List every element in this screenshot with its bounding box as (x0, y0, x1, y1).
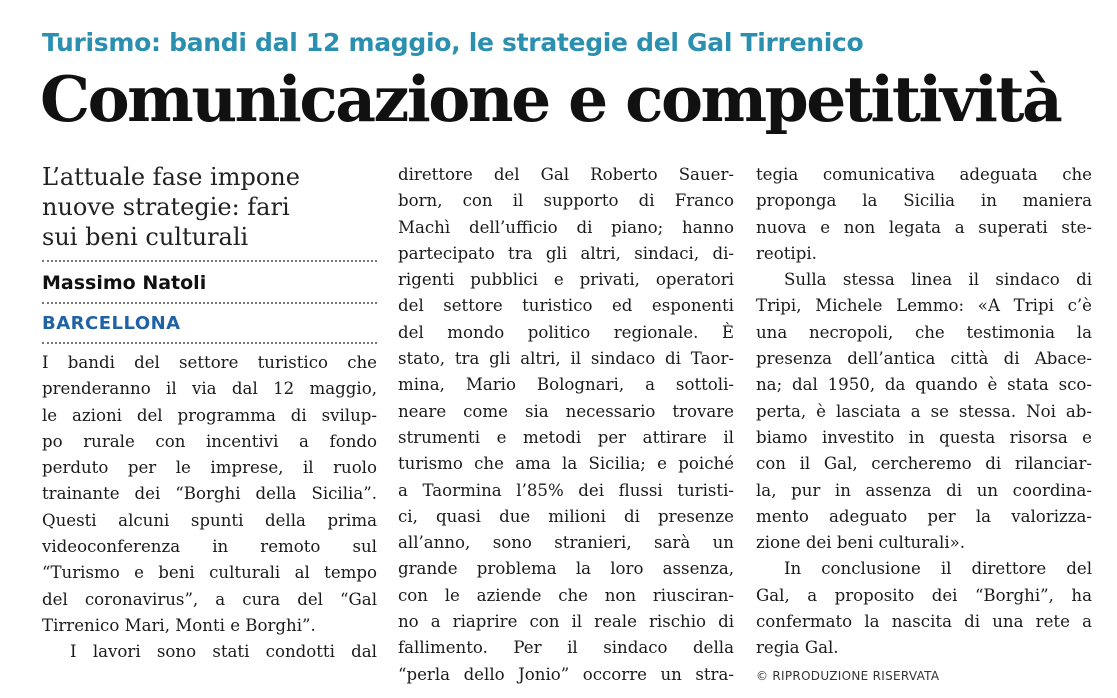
text-line: una necropoli, che testimonia la (756, 322, 1092, 342)
text-line: “perla dello Jonio” occorre un stra- (398, 664, 734, 684)
text-line: perta, è lasciata a se stessa. Noi ab- (756, 401, 1092, 421)
text-line: Machì dell’ufficio di piano; hanno (398, 217, 734, 237)
text-line: Sulla stessa linea il sindaco di (784, 270, 1092, 290)
text-line: del coronavirus”, a cura del “Gal (42, 589, 377, 609)
column-2 (398, 162, 734, 688)
text-line: del mondo politico regionale. È (398, 322, 734, 342)
text-line: prenderanno il via dal 12 maggio, (42, 379, 377, 399)
text-line: I bandi del settore turistico che (42, 353, 377, 372)
author-name: Massimo Natoli (42, 272, 207, 294)
text-line: reotipi. (756, 243, 817, 263)
text-line: a Taormina l’85% dei flussi turisti- (398, 480, 734, 500)
text-line: strumenti e metodi per attirare il (398, 427, 734, 447)
kicker: Turismo: bandi dal 12 maggio, le strategie del Gal Tirrenico (42, 28, 864, 57)
column-1 (42, 162, 377, 666)
text-line: turismo che ama la Sicilia; e poiché (398, 454, 734, 474)
headline: Comunicazione e competitività (40, 62, 1061, 136)
text-line: fallimento. Per il sindaco della (398, 638, 734, 658)
text-line: biamo investito in questa risorsa e (756, 427, 1092, 447)
text-line: Tirrenico Mari, Monti e Borghi”. (42, 615, 316, 635)
text-line: con le aziende che non riusciran- (398, 585, 734, 605)
text-line: born, con il supporto di Franco (398, 191, 734, 211)
text-line: del settore turistico ed esponenti (398, 296, 734, 316)
text-line: mento adeguato per la valorizza- (756, 506, 1092, 526)
text-line: le azioni del programma di svilup- (42, 405, 377, 425)
text-line: perduto per le imprese, il ruolo (42, 458, 377, 478)
subtitle-line: L’attuale fase impone (42, 163, 300, 191)
text-line: videoconferenza in remoto sul (42, 537, 377, 557)
copyright-notice: © RIPRODUZIONE RISERVATA (756, 668, 940, 683)
text-line: ci, quasi due milioni di presenze (398, 506, 734, 526)
text-line: po rurale con incentivi a fondo (42, 431, 377, 451)
subtitle-line: nuove strategie: fari (42, 193, 290, 221)
text-line: na; dal 1950, da quando è stata sco- (756, 375, 1092, 395)
text-line: confermato la nascita di una rete a (756, 612, 1092, 632)
text-line: In conclusione il direttore del (784, 559, 1092, 579)
text-line: la, pur in assenza di un coordina- (756, 480, 1092, 500)
text-line: zione dei beni culturali». (756, 533, 966, 553)
text-line: Gal, a proposito dei “Borghi”, ha (756, 585, 1092, 605)
text-line: rigenti pubblici e privati, operatori (398, 270, 734, 290)
text-line: grande problema la loro assenza, (398, 559, 734, 579)
text-line: partecipato tra gli altri, sindaci, di- (398, 243, 734, 263)
text-line: mina, Mario Bolognari, a sottoli- (398, 375, 734, 395)
text-line: Tripi, Michele Lemmo: «A Tripi c’è (756, 296, 1092, 316)
text-line: Questi alcuni spunti della prima (42, 510, 377, 530)
text-line: regia Gal. (756, 638, 839, 658)
text-line: neare come sia necessario trovare (398, 401, 734, 421)
text-line: I lavori sono stati condotti dal (70, 642, 377, 662)
text-line: nuova e non legata a superati ste- (756, 217, 1092, 237)
text-line: con il Gal, cercheremo di rilanciar- (756, 454, 1092, 474)
text-line: trainante dei “Borghi della Sicilia”. (42, 484, 377, 504)
text-line: “Turismo e beni culturali al tempo (42, 563, 377, 583)
text-line: direttore del Gal Roberto Sauer- (398, 165, 734, 184)
text-line: presenza dell’antica città di Abace- (756, 349, 1092, 369)
column-3 (756, 162, 1092, 686)
text-line: tegia comunicativa adeguata che (756, 165, 1092, 184)
text-line: all’anno, sono stranieri, sarà un (398, 533, 734, 553)
text-line: proponga la Sicilia in maniera (756, 191, 1092, 211)
text-line: no a riaprire con il reale rischio di (398, 612, 734, 632)
body-text (42, 344, 377, 666)
subtitle-line: sui beni culturali (42, 223, 249, 251)
dateline: BARCELLONA (42, 313, 181, 334)
text-line: stato, tra gli altri, il sindaco di Taor- (398, 349, 734, 369)
subtitle (42, 162, 377, 252)
